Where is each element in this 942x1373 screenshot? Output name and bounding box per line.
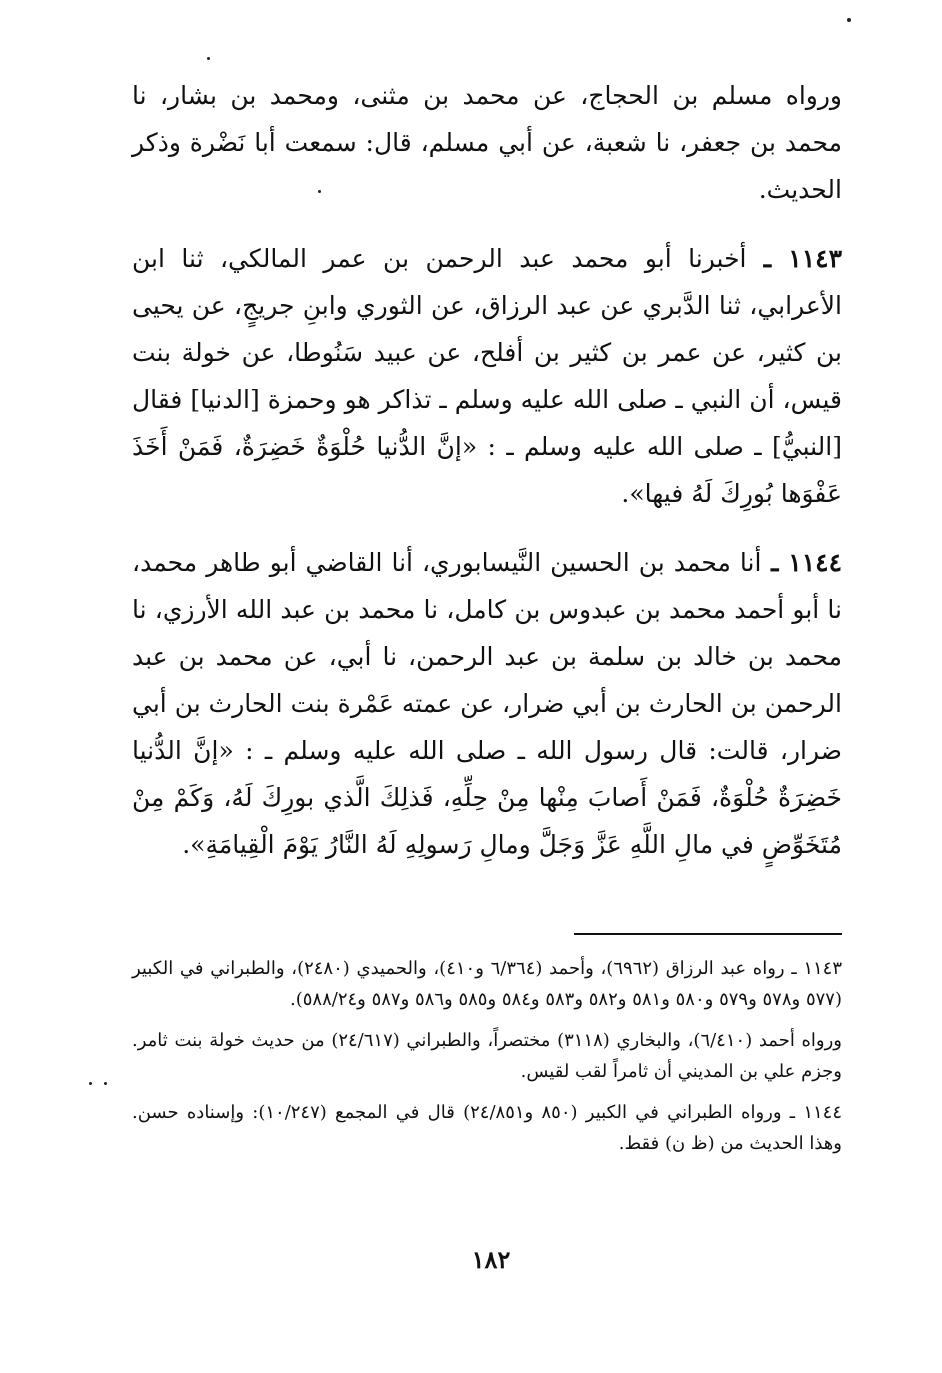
paragraph-continuation (132, 72, 842, 213)
scan-speck (318, 190, 321, 193)
paragraph-hadith-1144 (132, 539, 842, 868)
footnote-1144: ١١٤٤ ـ ورواه الطبراني في الكبير (٨٥٠ و٢٤/٨٥١) قال في المجمع (١٠/٢٤٧): وإسناده حسن. وهذا الحديث من (ظ ن) فقط. (132, 1102, 842, 1154)
footnote-separator (574, 933, 842, 935)
page-number: ١٨٢ (471, 1245, 511, 1274)
hadith-number: ١١٤٣ ـ (746, 244, 842, 273)
paragraph-text: ورواه مسلم بن الحجاج، عن محمد بن مثنى، ومحمد بن بشار، نا محمد بن جعفر، نا شعبة، عن أبي مسلم، قال: سمعت أبا نَضْرة وذكر الحديث. (132, 81, 842, 204)
paragraph-text: أخبرنا أبو محمد عبد الرحمن بن عمر المالكي، ثنا ابن الأعرابي، ثنا الدَّبري عن عبد الرزاق، عن الثوري وابنِ جريجٍ، عن يحيى بن كثير، عن عمر بن كثير بن أفلح، عن عبيد سَنُوطا، عن خولة بنت قيس، أن النبي ـ صلى الله عليه وسلم ـ تذاكر هو وحمزة [الدنيا] فقال [النبيُّ] ـ صلى الله عليه وسلم ـ : «إنَّ الدُّنيا حُلْوَةٌ خَضِرَةٌ، فَمَنْ أَخَذَ عَفْوَها بُورِكَ لَهُ فيها». (132, 244, 842, 508)
footnotes (132, 953, 842, 1169)
scan-speck (207, 57, 210, 60)
main-text (132, 72, 842, 890)
hadith-number: ١١٤٤ ـ (761, 548, 842, 577)
paragraph-text: أنا محمد بن الحسين النَّيسابوري، أنا القاضي أبو طاهر محمد، نا أبو أحمد محمد بن عبدوس بن كامل، نا محمد بن عبد الله الأرزي، نا محمد بن خالد بن سلمة بن عبد الرحمن، نا أبي، عن محمد بن عبد الرحمن بن الحارث بن أبي ضرار، عن عمته عَمْرة بنت الحارث بن أبي ضرار، قالت: قال رسول الله ـ صلى الله عليه وسلم ـ : «إنَّ الدُّنيا خَضِرَةٌ حُلْوَةٌ، فَمَنْ أَصابَ مِنْها مِنْ حِلِّهِ، فَذلِكَ الَّذي بورِكَ لَهُ، وَكَمْ مِنْ مُتَخَوِّضٍ في مالِ اللَّهِ عَزَّ وَجَلَّ ومالِ رَسولِهِ لَهُ النَّارُ يَوْمَ الْقِيامَةِ». (132, 548, 842, 859)
footnote-1143-continued: ورواه أحمد (٦/٤١٠)، والبخاري (٣١١٨) مختصراً، والطبراني (٢٤/٦١٧) من حديث خولة بنت ثامر. وجزم علي بن المديني أن ثامراً لقب لقيس. (132, 1030, 842, 1082)
scan-speck (104, 1082, 107, 1085)
footnote-1143: ١١٤٣ ـ رواه عبد الرزاق (٦٩٦٢)، وأحمد (٦/٣٦٤ و٤١٠)، والحميدي (٢٤٨٠)، والطبراني في الكبير (٥٧٧ و٥٧٨ و٥٧٩ و٥٨٠ و٥٨١ و٥٨٢ و٥٨٣ و٥٨٤ و٥٨٥ و٥٨٦ و٥٨٧ و٥٨٨/٢٤). (132, 958, 842, 1010)
scan-speck (89, 1082, 92, 1085)
paragraph-hadith-1143 (132, 235, 842, 517)
scan-speck (847, 18, 851, 22)
